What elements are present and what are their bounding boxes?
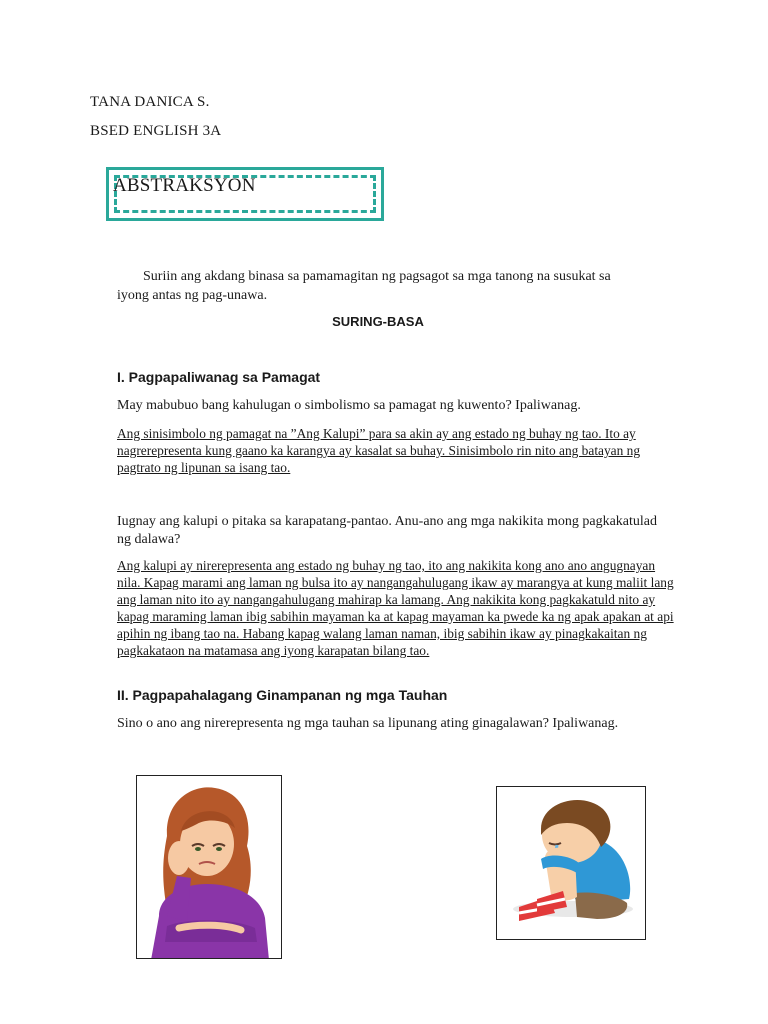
intro-text: Suriin ang akdang binasa sa pamamagitan ng pagsagot sa mga tanong na susukat sa iyong antas ng pag-unawa.: [117, 269, 611, 303]
part1-answer-2: [117, 557, 677, 659]
part1-heading: I. Pagpapaliwanag sa Pamagat: [117, 369, 321, 385]
author-name: TANA DANICA S.: [90, 94, 210, 110]
part2-question-1: Sino o ano ang nirerepresenta ng mga tauhan sa lipunang ating ginagalawan? Ipaliwanag.: [117, 716, 619, 731]
crying-boy-illustration: [497, 787, 646, 940]
part1-question-1: May mabubuo bang kahulugan o simbolismo sa pamagat ng kuwento? Ipaliwanag.: [117, 398, 581, 413]
sad-woman-picture: [136, 775, 282, 959]
crying-boy-picture: [496, 786, 646, 940]
intro-paragraph: [117, 267, 637, 305]
part2-heading: II. Pagpapahalagang Ginampanan ng mga Tauhan: [117, 687, 448, 703]
center-heading: SURING-BASA: [332, 314, 424, 329]
author-course: BSED ENGLISH 3A: [90, 123, 222, 139]
part1-answer-1: [117, 425, 677, 476]
part1-answer-2-text: Ang kalupi ay nirerepresenta ang estado ng buhay ng tao, ito ang nakikita kong ano ano angugnayan nila. Kapag marami ang laman ng bulsa ito ay nangangahulugang ikaw ay marangya at kung maliit lang ang laman nito ito ay nangangahulugang mahirap ka lamang. Ang nakikita kong pagkakatuld nito ay kapag maraming laman ibig sabihin mayaman ka at kapag mayaman ka pwede ka ng apak apakan at api apihin ng ibang tao na. Habang kapag walang laman naman, ibig sabihin ikaw ay pinagkakaitan ng pagkakataon na matamasa ang iyong karapatan bilang tao.: [117, 558, 674, 658]
part1-answer-1-text: Ang sinisimbolo ng pamagat na ”Ang Kalupi” para sa akin ay ang estado ng buhay ng tao. Ito ay nagrerepresenta kung gaano ka karangya ay kasalat sa buhay. Sinisimbolo rin nito ang batayan ng pagtrato ng lipunan sa isang tao.: [117, 426, 641, 475]
woman-hand-on-cheek: [168, 841, 190, 875]
section-title: ABSTRAKSYON: [113, 175, 256, 196]
part1-question-2: Iugnay ang kalupi o pitaka sa karapatang-pantao. Anu-ano ang mga nakikita mong pagkakatulad ng dalawa?: [117, 514, 657, 547]
sad-woman-illustration: [137, 776, 282, 959]
